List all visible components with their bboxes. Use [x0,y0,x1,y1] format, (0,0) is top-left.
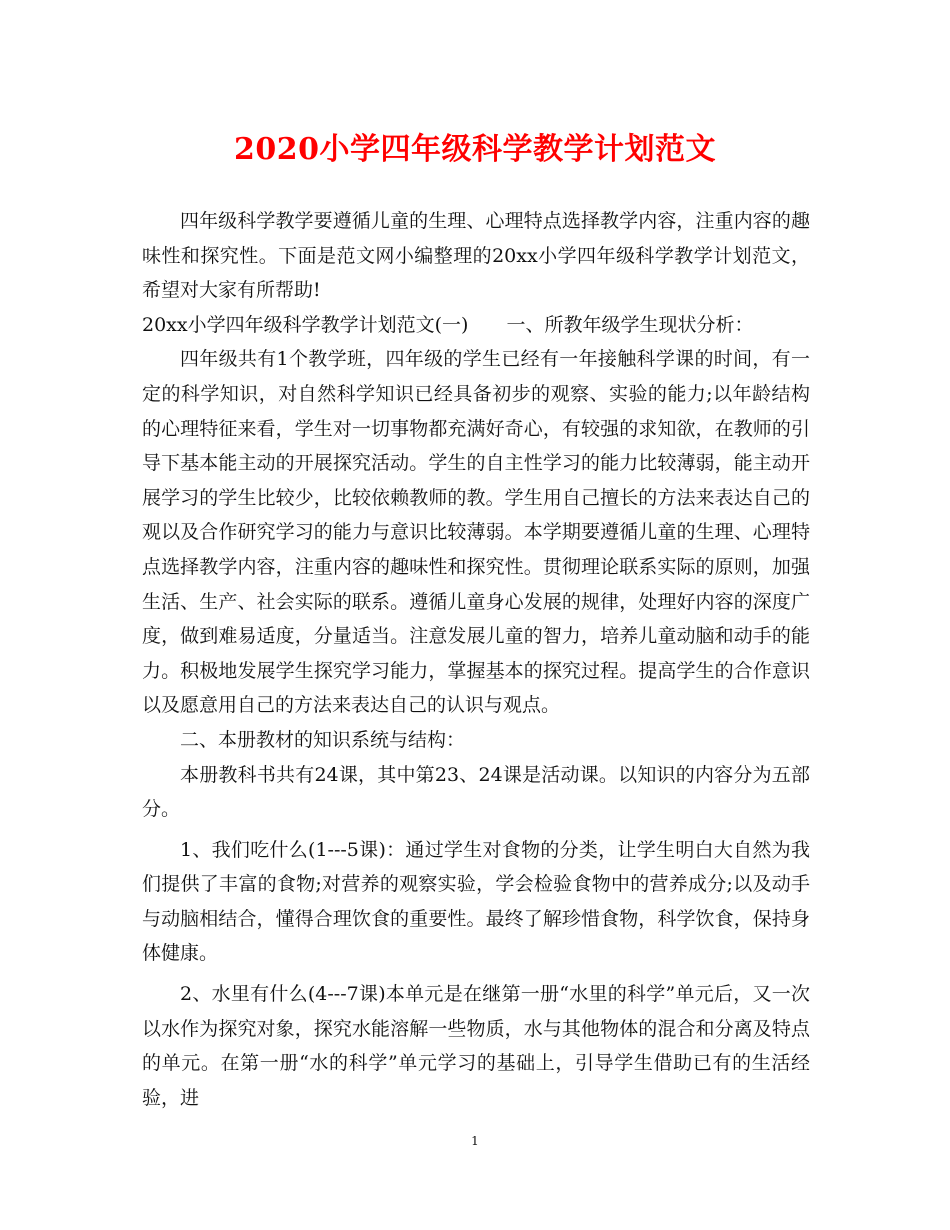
part1-paragraph: 四年级共有1个教学班，四年级的学生已经有一年接触科学课的时间，有一定的科学知识，对自然科学知识已经具备初步的观察、实验的能力;以年龄结构的心理特征来看，学生对一切事物都充满好奇心，有较强的求知欲，在教师的引导下基本能主动的开展探究活动。学生的自主性学习的能力比较薄弱，能主动开展学习的学生比较少，比较依赖教师的教。学生用自己擅长的方法来表达自己的观以及合作研究学习的能力与意识比较薄弱。本学期要遵循儿童的生理、心理特点选择教学内容，注重内容的趣味性和探究性。贯彻理论联系实际的原则，加强生活、生产、社会实际的联系。遵循儿童身心发展的规律，处理好内容的深度广度，做到难易适度，分量适当。注意发展儿童的智力，培养儿童动脑和动手的能力。积极地发展学生探究学习能力，掌握基本的探究过程。提高学生的合作意识以及愿意用自己的方法来表达自己的认识与观点。 [142,348,810,717]
page-number: 1 [471,1134,479,1148]
document-body [142,204,810,1115]
document-title: 2020小学四年级科学教学计划范文 [234,132,716,167]
part2-heading: 二、本册教材的知识系统与结构： [180,728,466,751]
part2-paragraph: 本册教科书共有24课，其中第23、24课是活动课。以知识的内容分为五部分。 [142,763,810,821]
section-heading-line [142,308,810,343]
list-item-2: 2、水里有什么(4---7课)本单元是在继第一册“水里的科学”单元后，又一次以水作为探究对象，探究水能溶解一些物质，水与其他物体的混合和分离及特点的单元。在第一册“水的科学”单元学习的基础上，引导学生借助已有的生活经验，进 [142,983,810,1109]
section-heading: 20xx小学四年级科学教学计划范文(一) [142,313,469,336]
intro-paragraph: 四年级科学教学要遵循儿童的生理、心理特点选择教学内容，注重内容的趣味性和探究性。下面是范文网小编整理的20xx小学四年级科学教学计划范文，希望对大家有所帮助! [142,210,810,302]
list-item-1: 1、我们吃什么(1---5课)：通过学生对食物的分类，让学生明白大自然为我们提供了丰富的食物;对营养的观察实验，学会检验食物中的营养成分;以及动手与动脑相结合，懂得合理饮食的重要性。最终了解珍惜食物，科学饮食，保持身体健康。 [142,838,810,965]
part1-heading: 一、所教年级学生现状分析： [506,313,754,336]
